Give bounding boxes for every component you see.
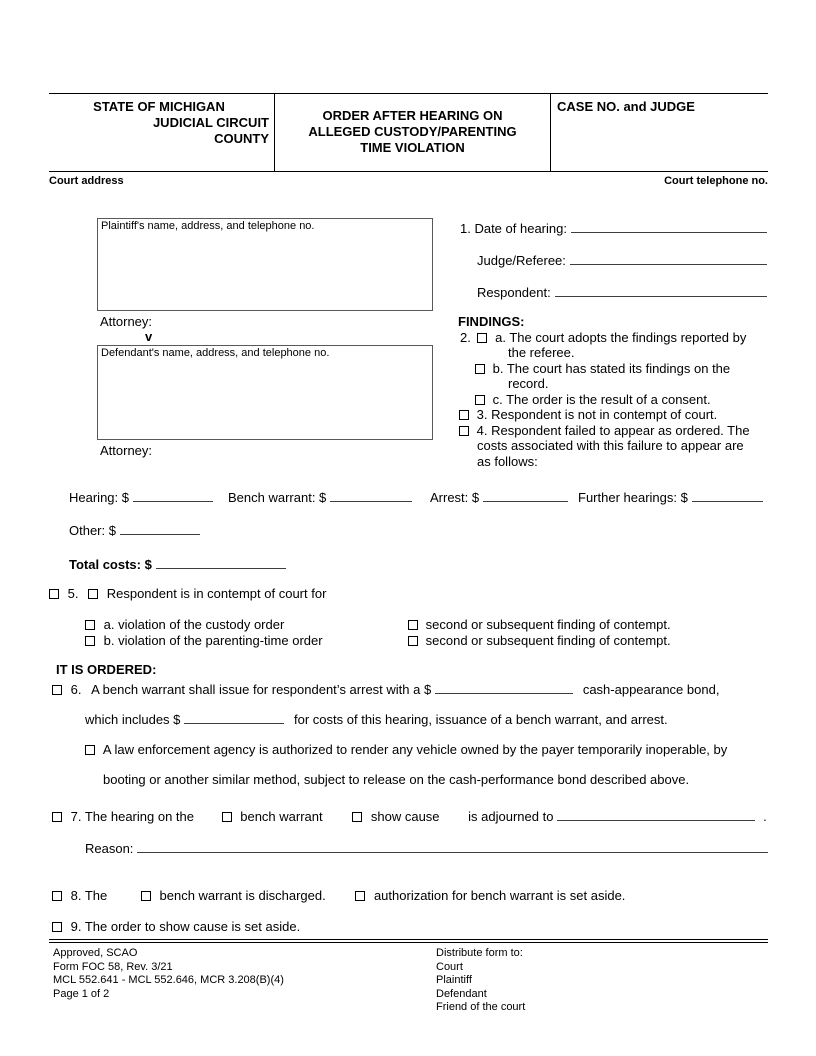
item-7-show-label: show cause xyxy=(370,809,440,824)
checkbox-vehicle[interactable] xyxy=(85,745,95,755)
finding-2b-text2: record. xyxy=(508,376,549,391)
includes-amount-field[interactable] xyxy=(184,711,284,724)
plaintiff-info-box[interactable] xyxy=(97,218,433,311)
distribute-foc: Friend of the court xyxy=(436,1001,526,1013)
checkbox-7-show-cause[interactable] xyxy=(352,812,362,822)
other-cost-field[interactable] xyxy=(120,522,200,535)
item-5b-row xyxy=(85,633,323,648)
checkbox-8-bench-discharged[interactable] xyxy=(141,891,151,901)
it-is-ordered-heading: IT IS ORDERED: xyxy=(56,662,157,677)
item-5-text: Respondent is in contempt of court for xyxy=(106,586,327,601)
footer-form-number: Form FOC 58, Rev. 3/21 xyxy=(53,960,173,973)
item-9-text: 9. The order to show cause is set aside. xyxy=(70,919,301,934)
item-5b-second-row xyxy=(408,633,671,648)
respondent-field[interactable] xyxy=(555,284,767,297)
hearing-cost-item xyxy=(69,489,213,505)
item-5a-row xyxy=(85,617,284,632)
other-cost-item xyxy=(69,522,200,538)
finding-3-row xyxy=(459,407,717,422)
bench-warrant-cost-item xyxy=(228,489,412,505)
further-hearings-cost-item xyxy=(578,489,763,505)
arrest-cost-label: Arrest: $ xyxy=(430,490,480,505)
checkbox-7[interactable] xyxy=(52,812,62,822)
defendant-attorney-label: Attorney: xyxy=(100,443,153,458)
total-costs-label: Total costs: $ xyxy=(69,557,152,572)
finding-4-text2: costs associated with this failure to appear are xyxy=(477,438,744,453)
other-cost-label: Other: $ xyxy=(69,523,116,538)
checkbox-3[interactable] xyxy=(459,410,469,420)
distribute-label: Distribute form to: xyxy=(436,947,523,959)
header-court-cell xyxy=(49,94,275,171)
item-6-number: 6. xyxy=(70,682,82,697)
respondent-row xyxy=(477,284,767,300)
item-6-text3: for costs of this hearing, issuance of a bench warrant, and arrest. xyxy=(294,712,668,727)
item-6-text2: cash-appearance bond, xyxy=(582,682,720,697)
footer-divider xyxy=(49,939,768,943)
checkbox-8-auth-set-aside[interactable] xyxy=(355,891,365,901)
form-title-line3: TIME VIOLATION xyxy=(360,140,465,155)
finding-2-number: 2. xyxy=(460,330,471,345)
judge-referee-label: Judge/Referee: xyxy=(477,253,566,268)
case-no-cell[interactable] xyxy=(551,94,768,171)
item-5a-text: a. violation of the custody order xyxy=(103,617,285,632)
total-costs-field[interactable] xyxy=(156,556,286,569)
item-7-text: 7. The hearing on the xyxy=(70,809,194,824)
date-of-hearing-row xyxy=(460,220,767,236)
checkbox-5-contempt[interactable] xyxy=(88,589,98,599)
item-7-adjourned-label: is adjourned to xyxy=(468,809,554,824)
item-7-row xyxy=(52,808,767,824)
item-8-auth-label: authorization for bench warrant is set aside. xyxy=(373,888,626,903)
hearing-cost-label: Hearing: $ xyxy=(69,490,129,505)
bond-amount-field[interactable] xyxy=(435,681,573,694)
footer-page-number: Page 1 of 2 xyxy=(53,987,110,1000)
hearing-cost-field[interactable] xyxy=(133,489,213,502)
bench-warrant-cost-label: Bench warrant: $ xyxy=(228,490,327,505)
item-7-period: . xyxy=(763,809,767,824)
footer-left xyxy=(53,947,284,1001)
finding-4-text1: 4. Respondent failed to appear as ordered. The xyxy=(476,423,750,438)
item-8-bench-label: bench warrant is discharged. xyxy=(159,888,326,903)
item-8-text: 8. The xyxy=(70,888,108,903)
checkbox-5b[interactable] xyxy=(85,636,95,646)
distribute-defendant: Defendant xyxy=(436,987,487,1000)
checkbox-5a[interactable] xyxy=(85,620,95,630)
court-telephone-label: Court telephone no. xyxy=(664,175,768,187)
form-title-line1: ORDER AFTER HEARING ON xyxy=(322,108,503,123)
header-title-cell xyxy=(275,94,551,171)
court-contact-row xyxy=(49,175,768,187)
checkbox-5[interactable] xyxy=(49,589,59,599)
checkbox-5b-second[interactable] xyxy=(408,636,418,646)
checkbox-5a-second[interactable] xyxy=(408,620,418,630)
footer-mcl: MCL 552.641 - MCL 552.646, MCR 3.208(B)(4) xyxy=(53,974,284,986)
item-6-row xyxy=(52,681,719,697)
item-5a-second-text: second or subsequent finding of contempt. xyxy=(425,617,671,632)
item-7-bench-label: bench warrant xyxy=(240,809,323,824)
vehicle-row xyxy=(85,742,727,757)
defendant-box-label: Defendant's name, address, and telephone no. xyxy=(101,347,330,359)
finding-2b-row xyxy=(475,361,730,376)
adjourned-date-field[interactable] xyxy=(557,808,755,821)
footer-approved: Approved, SCAO xyxy=(53,947,138,959)
finding-2b-text: b. The court has stated its findings on the xyxy=(492,361,731,376)
versus-label: v xyxy=(145,329,153,344)
finding-4-text3: as follows: xyxy=(477,454,538,469)
total-costs-item xyxy=(69,556,286,572)
judge-referee-row xyxy=(477,252,767,268)
item-9-row xyxy=(52,919,300,934)
date-of-hearing-label: 1. Date of hearing: xyxy=(460,221,567,236)
reason-field[interactable] xyxy=(137,840,768,853)
item-5a-second-row xyxy=(408,617,671,632)
vehicle-text2: booting or another similar method, subject to release on the cash-performance bond described above. xyxy=(103,772,690,787)
item-5b-second-text: second or subsequent finding of contempt. xyxy=(425,633,671,648)
plaintiff-box-label: Plaintiff's name, address, and telephone no. xyxy=(101,220,315,232)
checkbox-6[interactable] xyxy=(52,685,62,695)
checkbox-2a[interactable] xyxy=(477,333,487,343)
finding-2a-text: a. The court adopts the findings reported by xyxy=(495,330,747,345)
distribute-plaintiff: Plaintiff xyxy=(436,974,472,986)
date-of-hearing-field[interactable] xyxy=(571,220,767,233)
item-6-row2 xyxy=(85,711,668,727)
vehicle-text1: A law enforcement agency is authorized to render any vehicle owned by the payer temporarily inoperable, by xyxy=(102,742,728,757)
reason-row xyxy=(85,840,768,856)
checkbox-4[interactable] xyxy=(459,426,469,436)
item-5-number: 5. xyxy=(67,586,79,601)
bench-warrant-cost-field[interactable] xyxy=(330,489,412,502)
court-address-label: Court address xyxy=(49,175,124,187)
county-label: COUNTY xyxy=(214,131,269,146)
finding-2c-row xyxy=(475,392,711,407)
finding-4-row xyxy=(459,423,750,438)
defendant-info-box[interactable] xyxy=(97,345,433,440)
reason-label: Reason: xyxy=(85,841,134,856)
plaintiff-attorney-label: Attorney: xyxy=(100,314,153,329)
checkbox-9[interactable] xyxy=(52,922,62,932)
judicial-circuit-label: JUDICIAL CIRCUIT xyxy=(152,115,269,130)
item-8-row xyxy=(52,888,625,903)
header-table xyxy=(49,93,768,172)
checkbox-7-bench-warrant[interactable] xyxy=(222,812,232,822)
finding-2a-text2: the referee. xyxy=(508,345,575,360)
further-hearings-cost-label: Further hearings: $ xyxy=(578,490,688,505)
arrest-cost-item xyxy=(430,489,568,505)
checkbox-8[interactable] xyxy=(52,891,62,901)
judge-referee-field[interactable] xyxy=(570,252,767,265)
finding-2c-text: c. The order is the result of a consent. xyxy=(492,392,711,407)
item-6-text: A bench warrant shall issue for respondent’s arrest with a $ xyxy=(91,682,432,697)
footer-distribute xyxy=(436,947,525,1015)
distribute-court: Court xyxy=(436,960,463,973)
finding-3-text: 3. Respondent is not in contempt of court. xyxy=(476,407,718,422)
further-hearings-cost-field[interactable] xyxy=(692,489,763,502)
item-6-includes-label: which includes $ xyxy=(85,712,181,727)
checkbox-2c[interactable] xyxy=(475,395,485,405)
arrest-cost-field[interactable] xyxy=(483,489,568,502)
form-title-line2: ALLEGED CUSTODY/PARENTING xyxy=(308,124,517,139)
item-5-row xyxy=(49,586,326,601)
item-5b-text: b. violation of the parenting-time order xyxy=(103,633,323,648)
case-no-label: CASE NO. and JUDGE xyxy=(557,99,695,114)
checkbox-2b[interactable] xyxy=(475,364,485,374)
state-label: STATE OF MICHIGAN xyxy=(93,99,225,114)
respondent-label: Respondent: xyxy=(477,285,551,300)
finding-2a-row xyxy=(460,330,746,345)
findings-heading: FINDINGS: xyxy=(458,314,525,329)
